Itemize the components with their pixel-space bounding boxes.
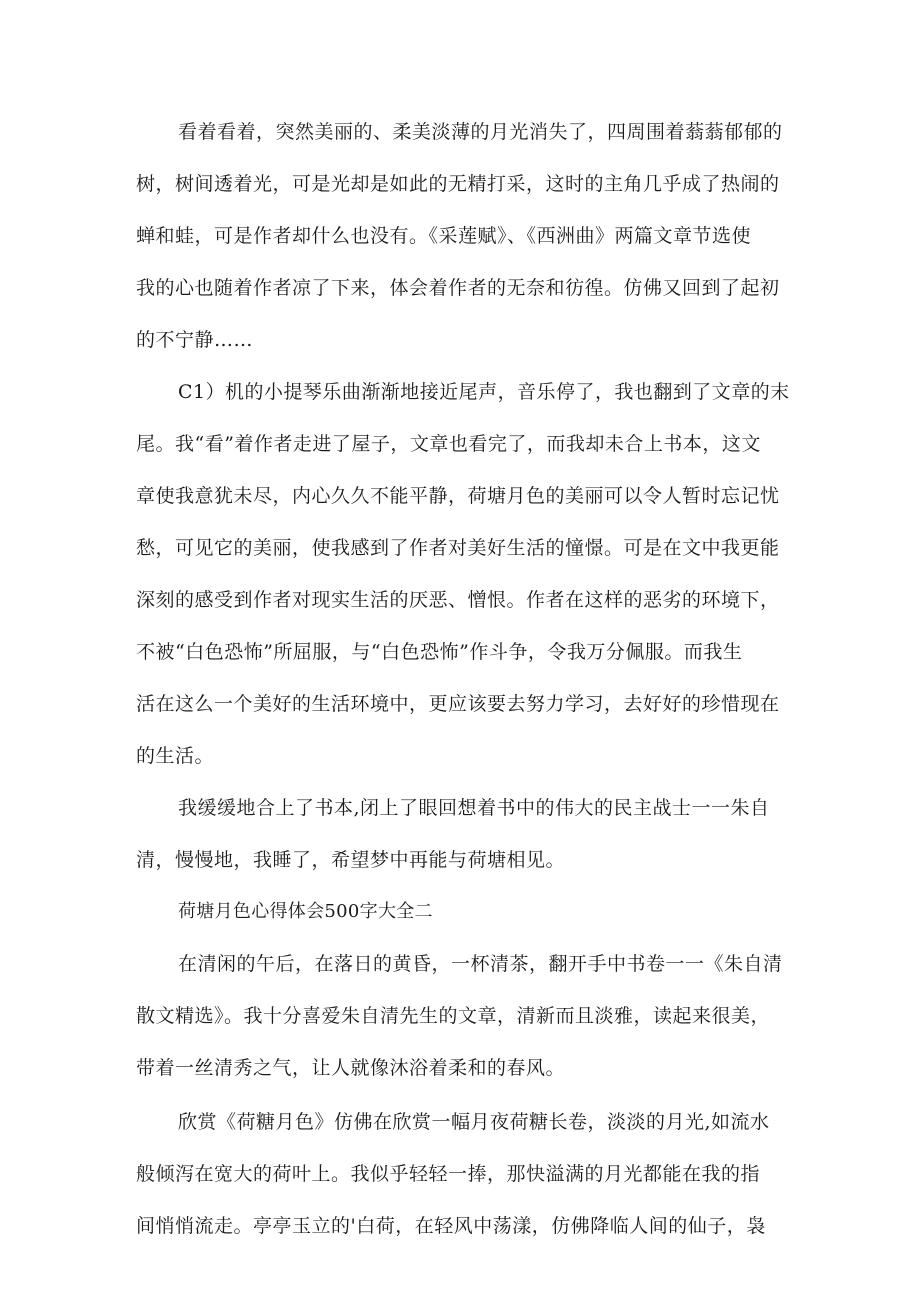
paragraph-2-line-5: 深刻的感受到作者对现实生活的厌恶、憎恨。作者在这样的恶劣的环境下，: [136, 589, 780, 611]
paragraph-6-line-1: 欣赏《荷糖月色》仿佛在欣赏一幅月夜荷糖长卷，淡淡的月光,如流水: [178, 1111, 770, 1133]
paragraph-6-line-3: 间悄悄流走。亭亭玉立的'白荷，在轻风中荡漾，仿佛降临人间的仙子，袅: [136, 1215, 766, 1237]
paragraph-1-line-4: 我的心也随着作者凉了下来，体会着作者的无奈和彷徨。仿佛又回到了起初: [136, 277, 780, 299]
paragraph-1-line-2: 树，树间透着光，可是光却是如此的无精打采，这时的主角几乎成了热闹的: [136, 173, 780, 195]
paragraph-2-line-6: 不被“白色恐怖”所屈服，与“白色恐怖”作斗争，令我万分佩服。而我生: [136, 641, 743, 663]
paragraph-6-line-2: 般倾泻在宽大的荷叶上。我似乎轻轻一捧，那快溢满的月光都能在我的指: [136, 1163, 761, 1185]
paragraph-5-line-2: 散文精选》。我十分喜爱朱自清先生的文章，清新而且淡雅，读起来很美，: [136, 1005, 771, 1027]
paragraph-3-line-2: 清，慢慢地，我睡了，希望梦中再能与荷塘相见。: [136, 849, 566, 871]
paragraph-1-line-3: 蝉和蛙，可是作者却什么也没有。《采莲赋》、《西洲曲》两篇文章节选使: [136, 225, 752, 247]
paragraph-3-line-1: 我缓缓地合上了书本,闭上了眼回想着书中的伟大的民主战士一一朱自: [178, 797, 770, 819]
paragraph-2-line-3: 章使我意犹未尽，内心久久不能平静，荷塘月色的美丽可以令人暂时忘记忧: [136, 485, 780, 507]
paragraph-2-line-2: 尾。我“看”着作者走进了屋子，文章也看完了，而我却未合上书本，这文: [136, 433, 761, 455]
section-heading: 荷塘月色心得体会500字大全二: [178, 901, 433, 922]
paragraph-5-line-1: 在清闲的午后，在落日的黄昏，一杯清茶，翻开手中书卷一一《朱自清: [178, 953, 783, 975]
paragraph-2-line-7: 活在这么一个美好的生活环境中，更应该要去努力学习，去好好的珍惜现在: [136, 693, 780, 715]
paragraph-2-line-1: C1）机的小提琴乐曲渐渐地接近尾声，音乐停了，我也翻到了文章的末: [178, 381, 790, 403]
paragraph-1-line-5: 的不宁静……: [136, 329, 254, 351]
paragraph-2-line-8: 的生活。: [136, 745, 215, 767]
paragraph-5-line-3: 带着一丝清秀之气，让人就像沐浴着柔和的春风。: [136, 1057, 566, 1079]
paragraph-1-line-1: 看着看着，突然美丽的、柔美淡薄的月光消失了，四周围着蓊蓊郁郁的: [178, 121, 783, 143]
paragraph-2-line-4: 愁，可见它的美丽，使我感到了作者对美好生活的憧憬。可是在文中我更能: [136, 537, 780, 559]
